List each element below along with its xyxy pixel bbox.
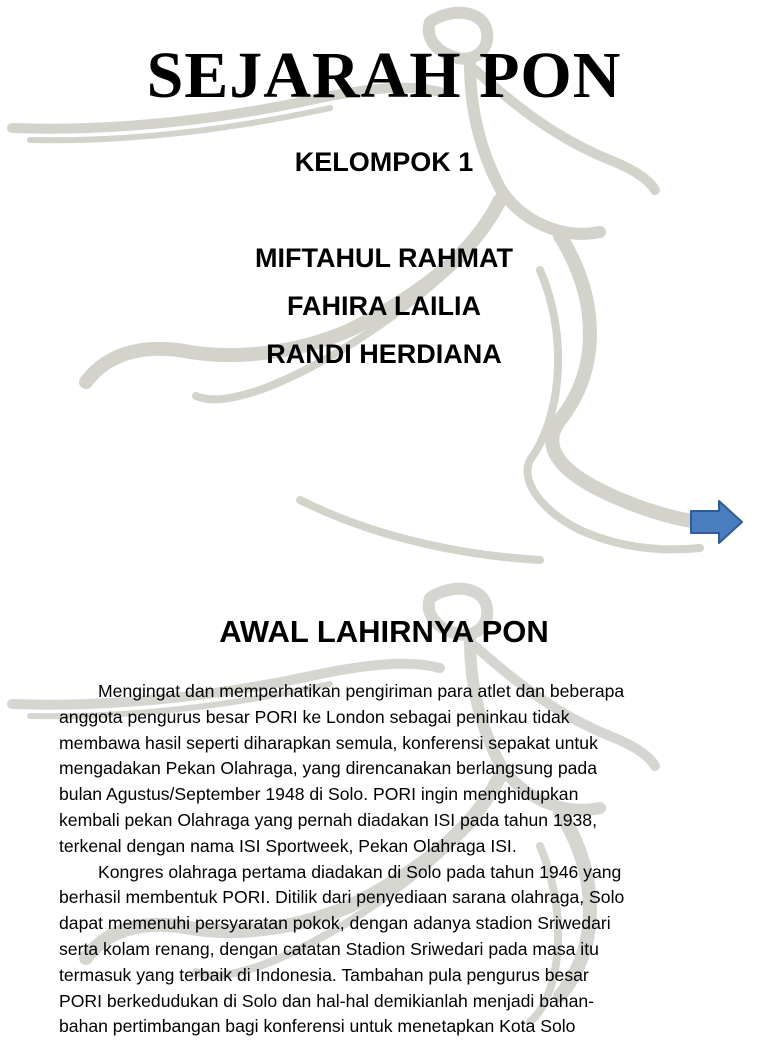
page-title: SEJARAH PON xyxy=(146,39,622,112)
paragraph-line: terkenal dengan nama ISI Sportweek, Pekan Olahraga ISI. xyxy=(59,835,517,856)
paragraph-line: serta kolam renang, dengan catatan Stadion Sriwedari pada masa itu xyxy=(59,938,599,959)
group-label: KELOMPOK 1 xyxy=(294,147,474,177)
member-name: FAHIRA LAILIA xyxy=(287,291,481,321)
member-name: RANDI HERDIANA xyxy=(266,339,502,369)
paragraph-line: dapat memenuhi persyaratan pokok, dengan adanya stadion Sriwedari xyxy=(59,913,611,934)
paragraph-line: anggota pengurus besar PORI ke London sebagai peninkau tidak xyxy=(59,706,570,727)
paragraph-line: bulan Agustus/September 1948 di Solo. PORI ingin menghidupkan xyxy=(59,784,579,805)
next-arrow-button[interactable] xyxy=(688,498,746,546)
paragraph-line: membawa hasil seperti diharapkan semula, konferensi sepakat untuk xyxy=(59,732,598,753)
paragraph-line: PORI berkedudukan di Solo dan hal-hal demikianlah menjadi bahan- xyxy=(59,990,594,1011)
right-arrow-icon xyxy=(691,501,742,543)
body-text xyxy=(59,679,699,1040)
section-title: AWAL LAHIRNYA PON xyxy=(219,614,549,649)
paragraph-line: bahan pertimbangan bagi konferensi untuk menetapkan Kota Solo xyxy=(59,1016,576,1037)
paragraph-line: Mengingat dan memperhatikan pengiriman para atlet dan beberapa xyxy=(98,681,625,701)
member-name: MIFTAHUL RAHMAT xyxy=(255,243,513,273)
paragraph-line: termasuk yang terbaik di Indonesia. Tambahan pula pengurus besar xyxy=(59,964,589,985)
paragraph-line: Kongres olahraga pertama diadakan di Solo pada tahun 1946 yang xyxy=(98,861,622,882)
paragraph-line: berhasil membentuk PORI. Ditilik dari penyediaan sarana olahraga, Solo xyxy=(59,887,625,908)
paragraph-line: mengadakan Pekan Olahraga, yang direncanakan berlangsung pada xyxy=(59,758,597,779)
paragraph-line: kembali pekan Olahraga yang pernah diadakan ISI pada tahun 1938, xyxy=(59,809,597,830)
